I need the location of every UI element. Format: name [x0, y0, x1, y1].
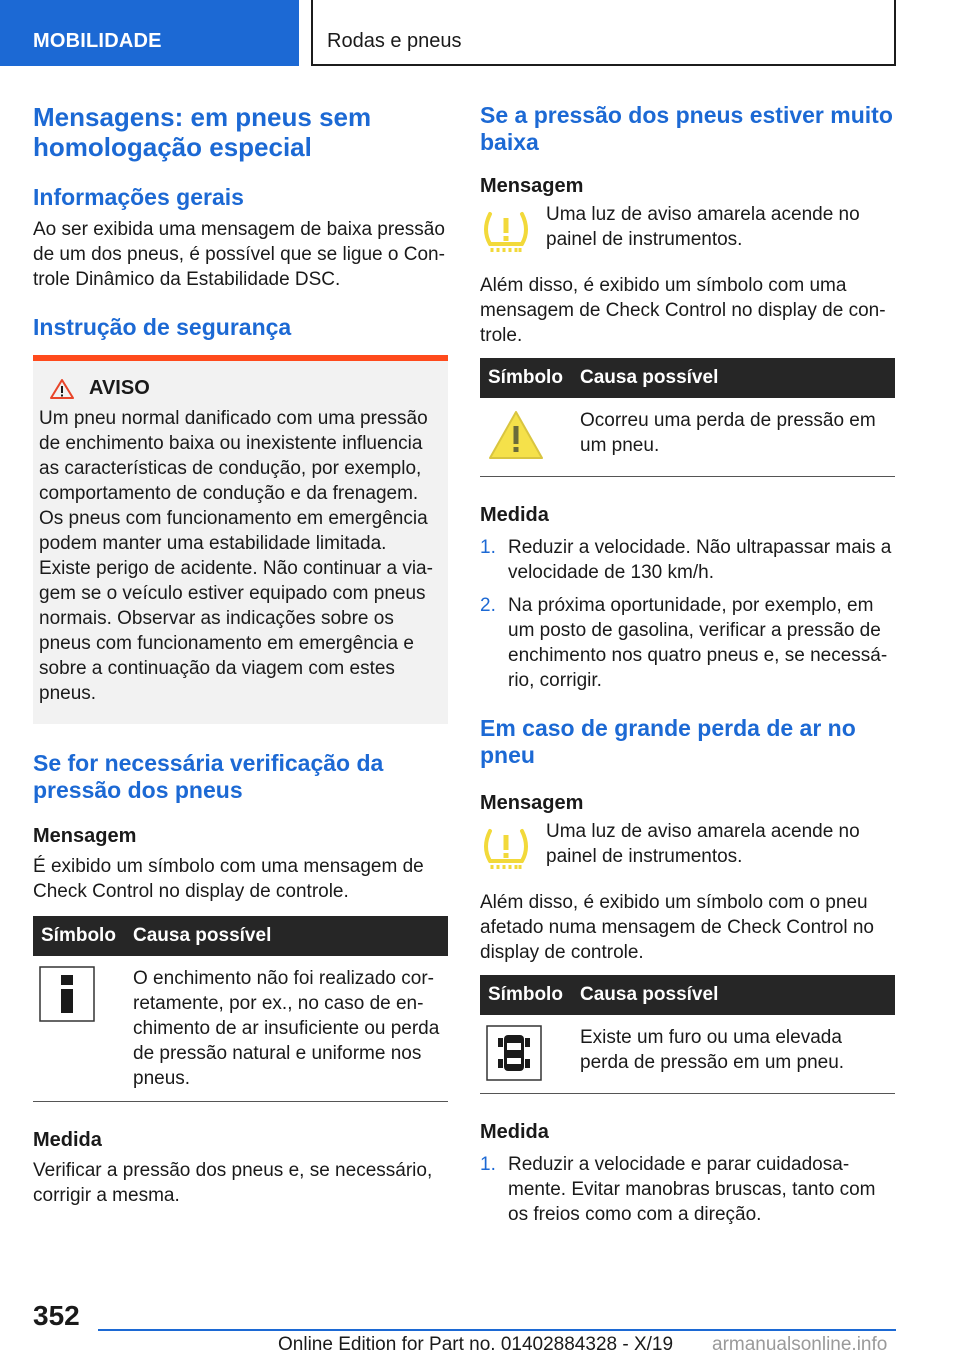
col-cause-header: Causa possível — [133, 925, 272, 946]
col-cause-header: Causa possível — [580, 367, 719, 388]
step-number: 2. — [480, 595, 496, 616]
symbol-table — [33, 916, 448, 1102]
table-header — [33, 916, 448, 956]
lamp-row — [480, 202, 895, 259]
step-number: 1. — [480, 537, 496, 558]
table-row — [33, 956, 448, 1102]
list-item — [480, 535, 895, 585]
message-heading: Mensagem — [33, 825, 137, 847]
watermark: armanualsonline.info — [712, 1334, 888, 1355]
measure-heading: Medida — [480, 1121, 549, 1143]
left-column — [33, 102, 448, 1208]
list-item — [480, 1152, 895, 1227]
check-heading: Se for necessária verificação da pressão dos pneus — [33, 750, 384, 803]
lamp-text: Uma luz de aviso amarela acende no painel de instrumentos. — [546, 204, 860, 250]
lamp-row — [480, 819, 895, 876]
right-column — [480, 102, 895, 1235]
general-text: Ao ser exibida uma mensagem de baixa pressão de um dos pneus, é possível que se ligue o Controle Dinâmico da Estabilidade DSC. — [33, 219, 445, 290]
tire-pressure-warning-icon — [480, 210, 532, 254]
page-title: Mensagens: em pneus sem homologação especial — [33, 102, 372, 162]
col-symbol-header: Símbolo — [488, 367, 563, 388]
warning-label: AVISO — [89, 377, 150, 399]
air-loss-heading: Em caso de grande perda de ar no pneu — [480, 715, 856, 768]
cause-cell: Ocorreu uma perda de pressão em um pneu. — [580, 410, 876, 456]
col-symbol-header: Símbolo — [41, 925, 116, 946]
symbol-cell — [480, 1025, 580, 1081]
lamp-icon-cell — [480, 819, 546, 876]
table-header — [480, 975, 895, 1015]
table-header — [480, 358, 895, 398]
cause-cell: Existe um furo ou uma elevada perda de pressão em um pneu. — [580, 1027, 845, 1073]
col-cause-header: Causa possível — [580, 984, 719, 1005]
extra-text: Além disso, é exibido um símbolo com o pneu afetado numa mensagem de Check Control no display de controle. — [480, 892, 874, 963]
measure-text: Verificar a pressão dos pneus e, se necessário, corrigir a mesma. — [33, 1160, 433, 1206]
tire-pressure-warning-icon — [480, 827, 532, 871]
warning-box — [33, 355, 448, 724]
message-heading: Mensagem — [480, 175, 584, 197]
low-pressure-heading: Se a pressão dos pneus estiver muito baixa — [480, 102, 893, 155]
lamp-text: Uma luz de aviso amarela acende no painel de instrumentos. — [546, 821, 860, 867]
symbol-table — [480, 358, 895, 477]
list-item — [480, 593, 895, 693]
section-label: MOBILIDADE — [33, 30, 162, 52]
chapter-tab — [311, 0, 896, 66]
measure-heading: Medida — [480, 504, 549, 526]
warning-header — [39, 377, 440, 400]
car-tire-icon — [486, 1025, 542, 1081]
symbol-cell — [480, 408, 580, 462]
measure-heading: Medida — [33, 1129, 102, 1151]
edition-text: Online Edition for Part no. 01402884328 - X/19 — [278, 1334, 674, 1355]
step-text: Reduzir a velocidade e parar cuidadosamente. Evitar manobras bruscas, tanto com os freios como com a direção. — [508, 1154, 876, 1225]
col-symbol-header: Símbolo — [488, 984, 563, 1005]
warning-triangle-icon — [49, 378, 75, 400]
section-tab — [0, 0, 299, 66]
general-heading: Informações gerais — [33, 184, 244, 210]
table-row — [480, 1015, 895, 1094]
measure-steps — [480, 535, 895, 693]
warning-text: Um pneu normal danificado com uma pressão de enchimento baixa ou inexistente influencia as características de condução, por exemplo, comportamento de condução e da frenagem. Os pneus com funcionamento em emergência podem manter uma estabilidade limitada. Existe perigo de acidente. Não continuar a viagem se o veículo estiver equipado com pneus normais. Observar as indicações sobre os pneus com funcionamento em emergência e sobre a continuação da viagem com estes pneus. — [39, 408, 433, 704]
page-number: 352 — [33, 1300, 80, 1331]
step-number: 1. — [480, 1154, 496, 1175]
footer-rule — [98, 1329, 896, 1331]
message-text: É exibido um símbolo com uma mensagem de Check Control no display de controle. — [33, 856, 424, 902]
info-icon — [39, 966, 95, 1022]
message-heading: Mensagem — [480, 792, 584, 814]
lamp-icon-cell — [480, 202, 546, 259]
step-text: Na próxima oportunidade, por exemplo, em um posto de gasolina, verificar a pressão de enchimento nos quatro pneus e, se necessário, corrigir. — [508, 595, 888, 691]
table-row — [480, 398, 895, 477]
yellow-warning-triangle-icon — [486, 408, 546, 462]
chapter-label: Rodas e pneus — [327, 30, 462, 52]
safety-heading: Instrução de segurança — [33, 314, 292, 340]
symbol-cell — [33, 966, 133, 1091]
extra-text: Além disso, é exibido um símbolo com uma mensagem de Check Control no display de controle. — [480, 275, 886, 346]
measure-steps — [480, 1152, 895, 1227]
cause-cell: O enchimento não foi realizado corretamente, por ex., no caso de enchimento de ar insuficiente ou perda de pressão natural e uniforme nos pneus. — [133, 968, 440, 1089]
step-text: Reduzir a velocidade. Não ultrapassar mais a velocidade de 130 km/h. — [508, 537, 892, 583]
symbol-table — [480, 975, 895, 1094]
